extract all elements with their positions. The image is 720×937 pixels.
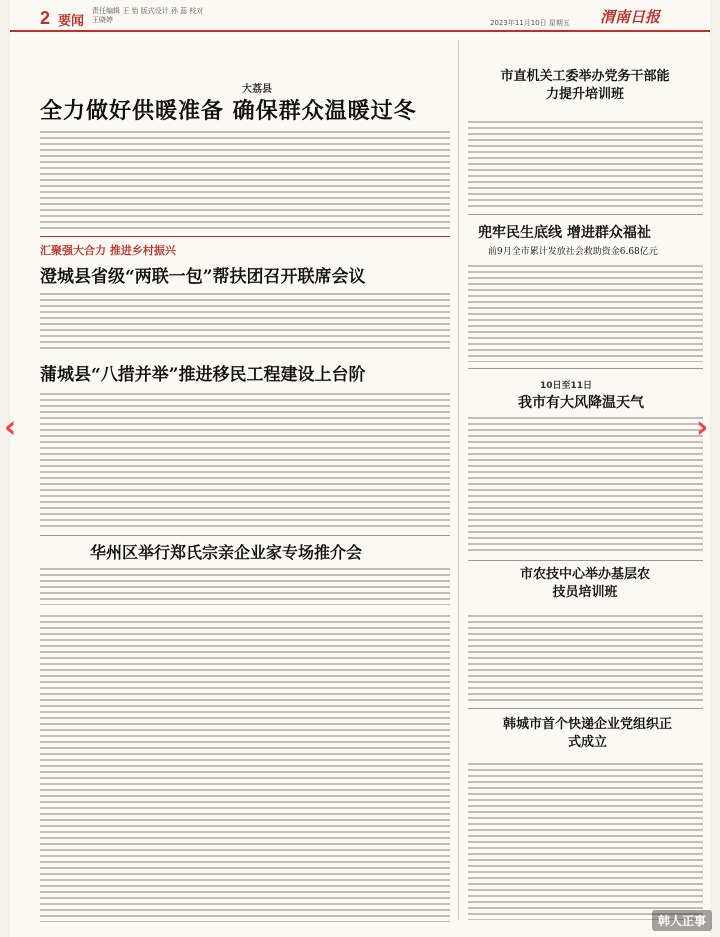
article-2-body [40, 290, 450, 350]
right-1-title: 市直机关工委举办党务干部能力提升培训班 [500, 69, 670, 102]
article-3-title: 蒲城县“八措并举”推进移民工程建设上台阶 [40, 365, 366, 385]
right-2-body [468, 262, 703, 362]
article-3-body [40, 390, 450, 530]
column-divider [458, 40, 459, 920]
editor-credits: 责任编辑 王 怡 版式设计 孙 蕊 校对 王晓婷 [92, 7, 204, 24]
article-4-lead [40, 565, 450, 605]
article-1-kicker: 大荔县 [242, 84, 272, 95]
right-4-title: 市农技中心举办基层农技员培训班 [520, 567, 651, 600]
divider [468, 560, 703, 561]
right-3-title: 我市有大风降温天气 [518, 395, 644, 411]
article-1-body [40, 128, 450, 232]
section-name: 要闻 [58, 14, 85, 29]
wechat-watermark: 韩人正事 [652, 910, 712, 931]
prev-page-arrow[interactable]: ‹ [4, 410, 17, 445]
divider [468, 368, 703, 369]
newspaper-page [10, 0, 710, 937]
page-number: 2 [40, 8, 51, 28]
page-header [10, 0, 710, 32]
article-4-body [40, 612, 450, 922]
right-5-title: 韩城市首个快递企业党组织正式成立 [502, 717, 672, 750]
divider [40, 236, 450, 237]
article-2-title: 澄城县省级“两联一包”帮扶团召开联席会议 [40, 267, 366, 287]
issue-date: 2023年11月10日 星期五 [490, 19, 570, 27]
next-page-arrow[interactable]: › [696, 410, 709, 445]
right-2-subtitle: 前9月全市累计发放社会救助资金6.68亿元 [488, 247, 658, 257]
article-4-title: 华州区举行郑氏宗亲企业家专场推介会 [90, 543, 363, 562]
right-2-title: 兜牢民生底线 增进群众福祉 [478, 225, 651, 241]
right-1-body [468, 118, 703, 208]
right-3-kicker: 10日至11日 [540, 381, 593, 391]
divider [468, 708, 703, 709]
divider [468, 214, 703, 215]
right-5-body [468, 760, 703, 920]
article-1-title: 全力做好供暖准备 确保群众温暖过冬 [40, 98, 417, 124]
right-3-body [468, 414, 703, 554]
article-2-kicker: 汇聚强大合力 推进乡村振兴 [40, 244, 176, 257]
divider [40, 535, 450, 536]
newspaper-logo: 渭南日报 [600, 8, 661, 26]
right-4-body [468, 612, 703, 702]
